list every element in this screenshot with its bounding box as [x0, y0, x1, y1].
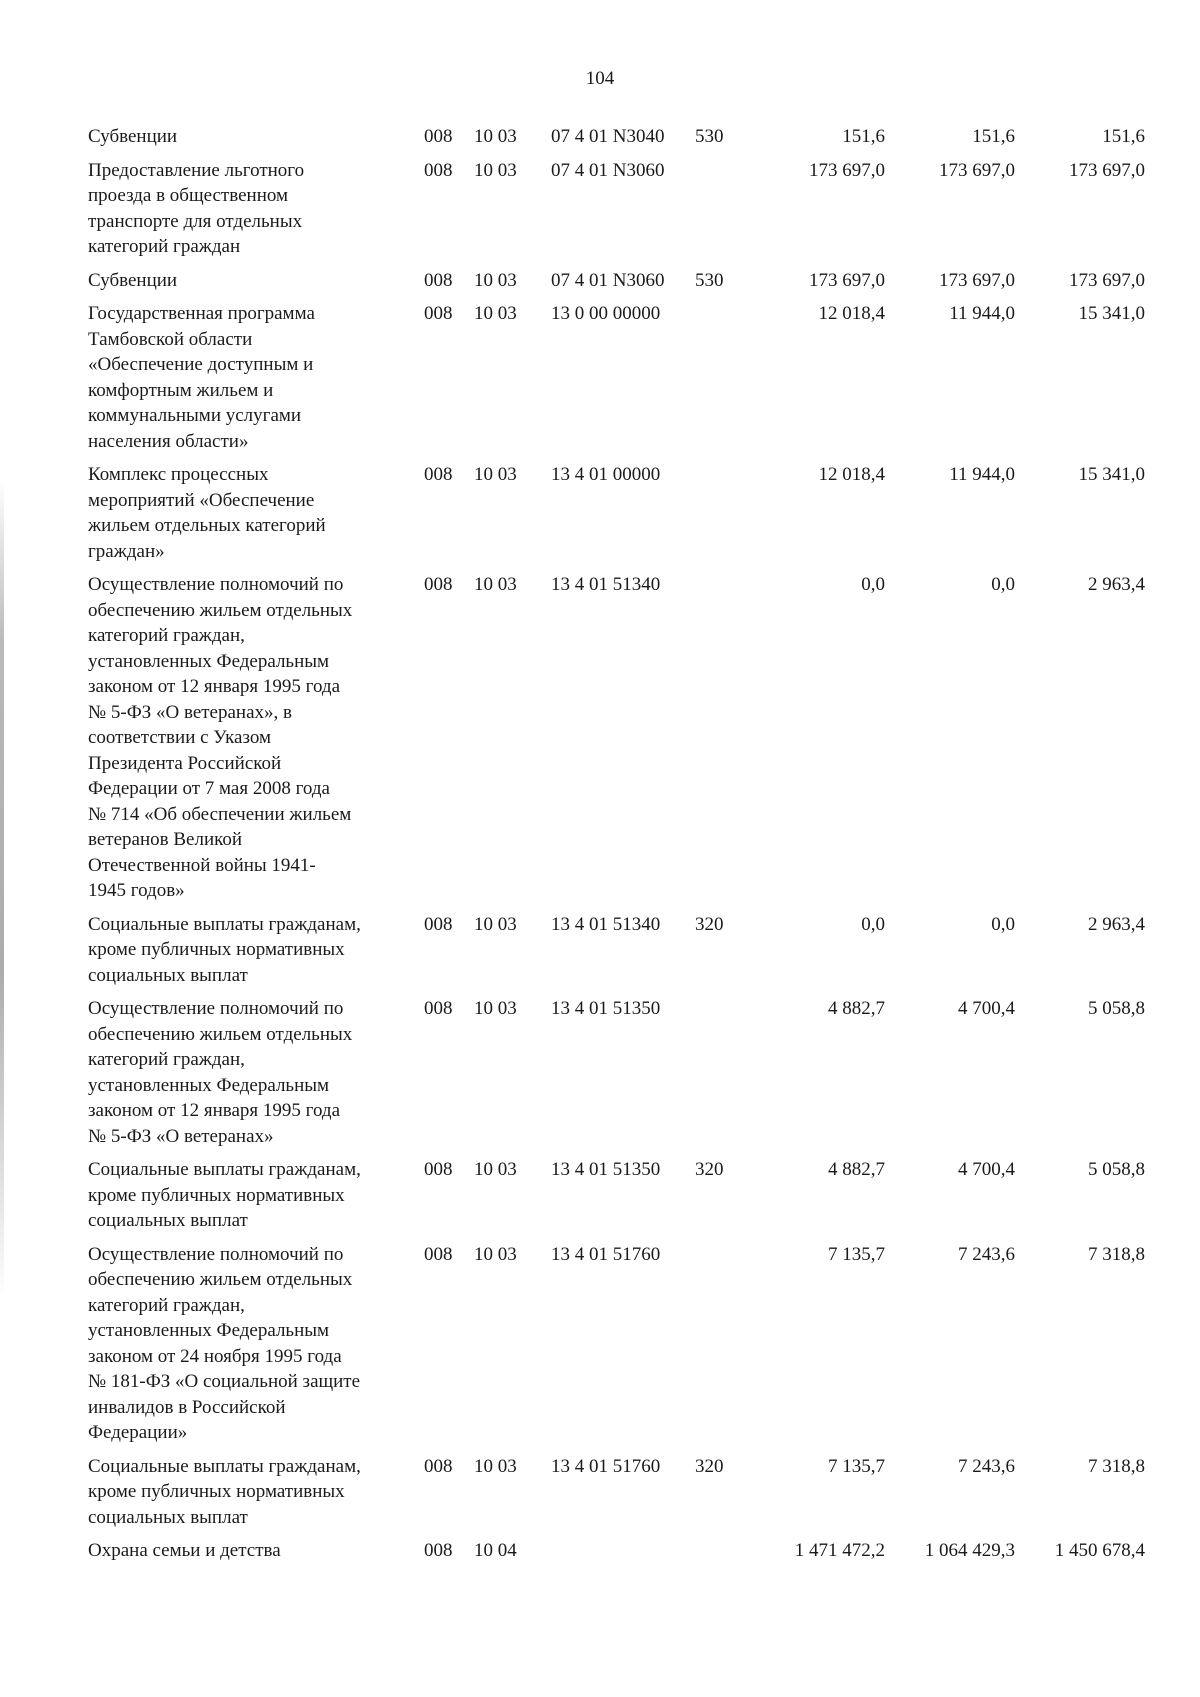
row-name: Осуществление полномочий по обеспечению жильем отдельных категорий граждан, установленных Федеральным законом от 12 января 1995 года № 5-ФЗ «О ветеранах» — [88, 998, 353, 1147]
row-amount-3: 7 318,8 — [1088, 1455, 1145, 1477]
row-amount-3: 173 697,0 — [1069, 159, 1145, 181]
table-row — [88, 124, 1168, 150]
row-name: Государственная программа Тамбовской области «Обеспечение доступным и комфортным жильем и коммунальными услугами населения области» — [88, 303, 315, 452]
row-section-code: 10 03 — [474, 913, 517, 935]
row-amount-2: 11 944,0 — [949, 303, 1015, 324]
row-target-article: 13 4 01 51340 — [551, 913, 661, 935]
row-amount-1: 4 882,7 — [828, 998, 885, 1019]
row-target-article: 13 0 00 00000 — [551, 303, 661, 324]
row-target-article: 07 4 01 N3060 — [551, 269, 665, 291]
row-name: Социальные выплаты гражданам, кроме публичных нормативных социальных выплат — [88, 913, 361, 986]
scan-edge-shadow — [0, 480, 4, 1300]
row-admin-code: 008 — [424, 1540, 453, 1561]
budget-table — [88, 124, 1168, 1572]
table-row — [88, 1454, 1168, 1531]
row-section-code: 10 03 — [474, 1159, 517, 1180]
row-amount-1: 0,0 — [861, 574, 885, 595]
row-section-code: 10 03 — [474, 269, 517, 291]
row-expense-kind: 320 — [695, 1455, 724, 1477]
row-amount-1: 151,6 — [842, 126, 885, 147]
row-admin-code: 008 — [424, 1455, 453, 1477]
row-name: Социальные выплаты гражданам, кроме публичных нормативных социальных выплат — [88, 1159, 361, 1231]
table-row — [88, 462, 1168, 564]
page-number: 104 — [585, 68, 615, 89]
row-admin-code: 008 — [424, 159, 453, 181]
table-row — [88, 268, 1168, 294]
row-name: Комплекс процессных мероприятий «Обеспечение жильем отдельных категорий граждан» — [88, 464, 326, 562]
row-admin-code: 008 — [424, 574, 453, 595]
row-amount-3: 173 697,0 — [1069, 269, 1145, 291]
row-amount-2: 11 944,0 — [949, 464, 1015, 485]
row-amount-3: 2 963,4 — [1088, 913, 1145, 935]
row-section-code: 10 03 — [474, 998, 517, 1019]
row-target-article: 07 4 01 N3060 — [551, 159, 665, 181]
row-section-code: 10 04 — [474, 1540, 517, 1561]
row-section-code: 10 03 — [474, 303, 517, 324]
table-row — [88, 158, 1168, 260]
table-row — [88, 1157, 1168, 1234]
row-amount-3: 5 058,8 — [1088, 998, 1145, 1019]
row-admin-code: 008 — [424, 464, 453, 485]
row-amount-3: 15 341,0 — [1078, 464, 1145, 485]
row-amount-2: 4 700,4 — [958, 1159, 1015, 1180]
row-target-article: 13 4 01 00000 — [551, 464, 661, 485]
row-amount-2: 0,0 — [991, 574, 1015, 595]
row-expense-kind: 530 — [695, 126, 724, 147]
table-row — [88, 1242, 1168, 1446]
row-section-code: 10 03 — [474, 464, 517, 485]
row-target-article: 07 4 01 N3040 — [551, 126, 665, 147]
row-admin-code: 008 — [424, 269, 453, 291]
row-amount-1: 12 018,4 — [818, 464, 885, 485]
row-name: Социальные выплаты гражданам, кроме публичных нормативных социальных выплат — [88, 1455, 361, 1528]
row-name: Осуществление полномочий по обеспечению жильем отдельных категорий граждан, установленных Федеральным законом от 24 ноября 1995 года № 181-ФЗ «О социальной защите инвалидов в Российской Федерации» — [88, 1243, 361, 1443]
row-expense-kind: 530 — [695, 269, 724, 291]
row-amount-1: 0,0 — [861, 913, 885, 935]
row-section-code: 10 03 — [474, 574, 517, 595]
row-amount-1: 4 882,7 — [828, 1159, 885, 1180]
row-section-code: 10 03 — [474, 1455, 517, 1477]
row-target-article: 13 4 01 51350 — [551, 998, 661, 1019]
row-name: Предоставление льготного проезда в общественном транспорте для отдельных категорий граждан — [88, 159, 305, 257]
row-admin-code: 008 — [424, 1243, 453, 1265]
row-admin-code: 008 — [424, 1159, 453, 1180]
row-section-code: 10 03 — [474, 159, 517, 181]
row-amount-2: 7 243,6 — [958, 1455, 1015, 1477]
row-target-article: 13 4 01 51350 — [551, 1159, 661, 1180]
row-amount-2: 0,0 — [991, 913, 1015, 935]
row-section-code: 10 03 — [474, 126, 517, 147]
row-target-article: 13 4 01 51760 — [551, 1455, 661, 1477]
row-name: Осуществление полномочий по обеспечению жильем отдельных категорий граждан, установленных Федеральным законом от 12 января 1995 года № 5-ФЗ «О ветеранах», в соответствии с Указом Президента Российской Федерации от 7 мая 2008 года № 714 «Об обеспечении жильем ветеранов Великой Отечественной войны 1941- 1945 годов» — [88, 574, 353, 901]
row-admin-code: 008 — [424, 913, 453, 935]
row-amount-1: 7 135,7 — [828, 1455, 885, 1477]
table-row — [88, 1538, 1168, 1564]
row-admin-code: 008 — [424, 303, 453, 324]
row-amount-2: 7 243,6 — [958, 1243, 1015, 1265]
row-amount-2: 4 700,4 — [958, 998, 1015, 1019]
row-amount-2: 1 064 429,3 — [924, 1540, 1015, 1561]
row-amount-3: 1 450 678,4 — [1054, 1540, 1145, 1561]
row-amount-3: 2 963,4 — [1088, 574, 1145, 595]
row-amount-2: 173 697,0 — [939, 159, 1015, 181]
row-amount-1: 1 471 472,2 — [794, 1540, 885, 1561]
row-target-article: 13 4 01 51340 — [551, 574, 661, 595]
row-admin-code: 008 — [424, 998, 453, 1019]
row-name: Субвенции — [88, 126, 178, 147]
row-amount-1: 7 135,7 — [828, 1243, 885, 1265]
row-amount-3: 151,6 — [1102, 126, 1145, 147]
row-expense-kind: 320 — [695, 913, 724, 935]
row-amount-2: 173 697,0 — [939, 269, 1015, 291]
row-amount-1: 173 697,0 — [809, 159, 885, 181]
row-target-article: 13 4 01 51760 — [551, 1243, 661, 1265]
row-amount-3: 5 058,8 — [1088, 1159, 1145, 1180]
table-row — [88, 301, 1168, 454]
row-expense-kind: 320 — [695, 1159, 724, 1180]
row-amount-3: 7 318,8 — [1088, 1243, 1145, 1265]
row-name: Охрана семьи и детства — [88, 1540, 281, 1561]
row-amount-1: 12 018,4 — [818, 303, 885, 324]
row-name: Субвенции — [88, 269, 178, 291]
row-amount-2: 151,6 — [972, 126, 1015, 147]
row-section-code: 10 03 — [474, 1243, 517, 1265]
table-row — [88, 996, 1168, 1149]
row-amount-3: 15 341,0 — [1078, 303, 1145, 324]
table-row — [88, 572, 1168, 904]
row-amount-1: 173 697,0 — [809, 269, 885, 291]
row-admin-code: 008 — [424, 126, 453, 147]
table-row — [88, 912, 1168, 989]
